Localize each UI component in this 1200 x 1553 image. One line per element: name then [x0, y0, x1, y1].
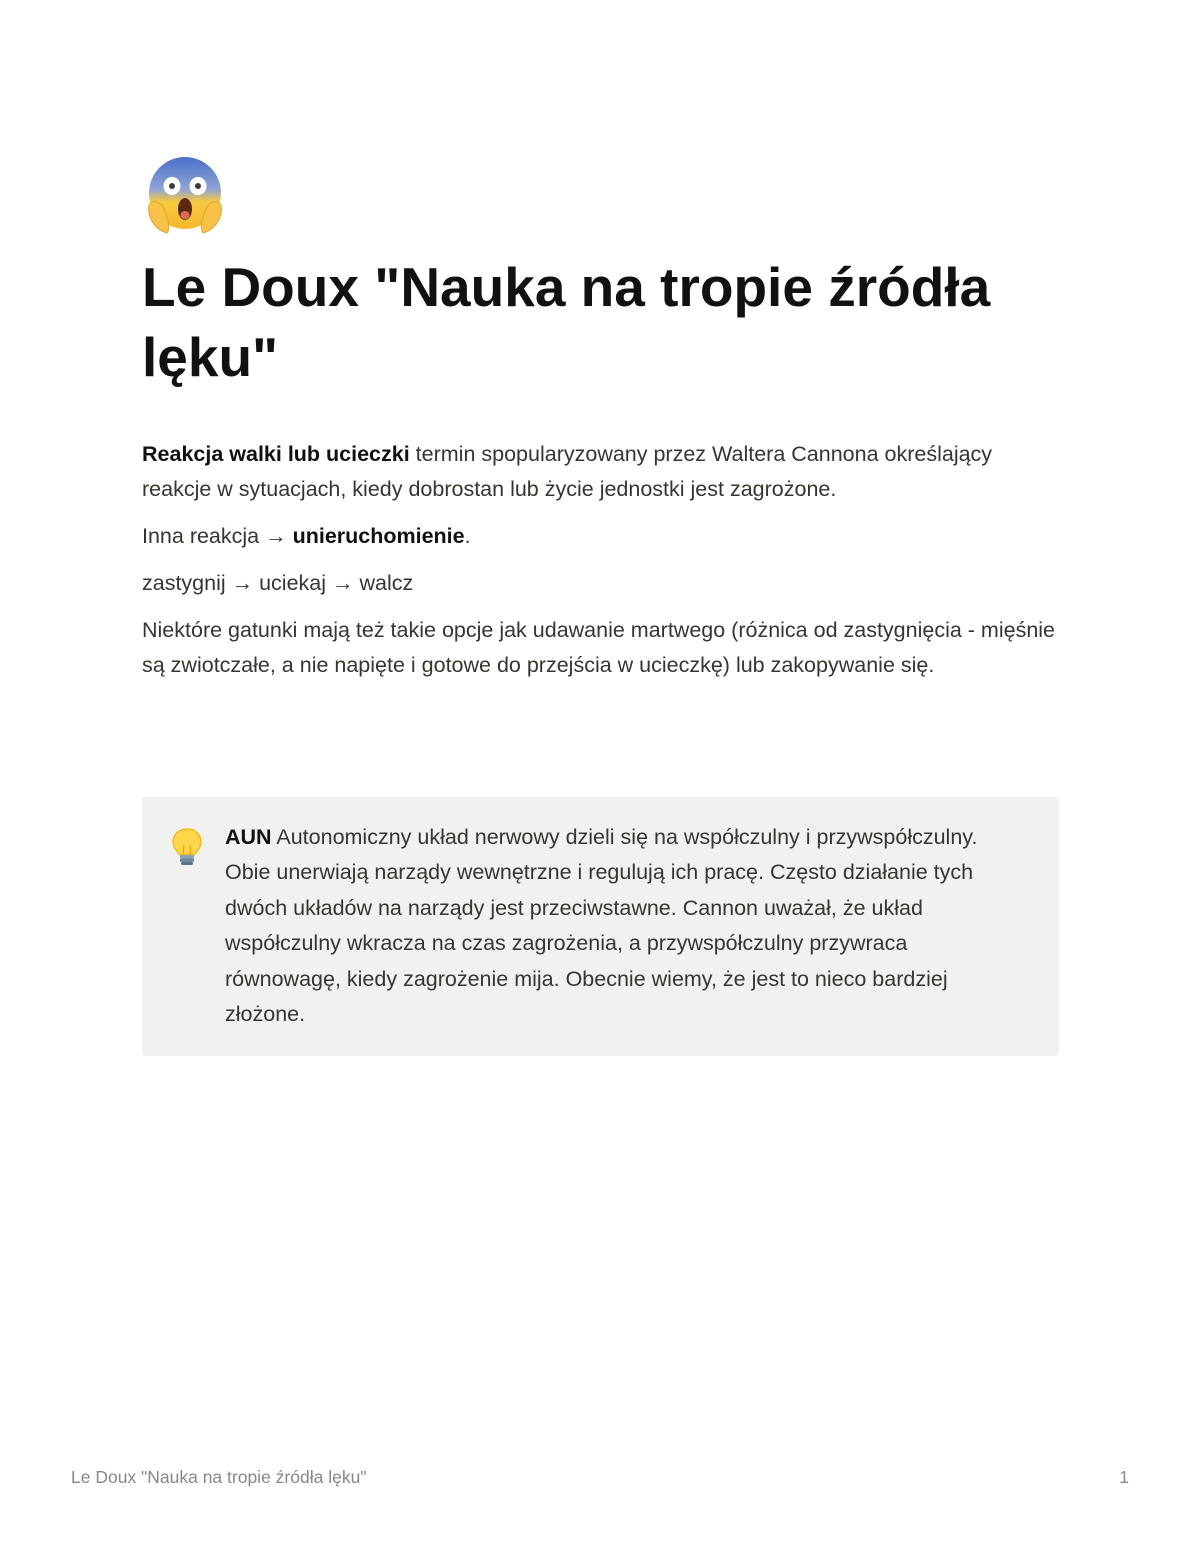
paragraph-text: Inna reakcja → — [142, 524, 293, 548]
callout-block — [142, 797, 1059, 1056]
paragraph-other-reaction — [142, 519, 1062, 554]
paragraph-text: . — [464, 524, 471, 548]
face-screaming-in-fear-icon — [143, 153, 227, 237]
paragraph-fight-or-flight — [142, 437, 1062, 507]
bold-term: Reakcja walki lub ucieczki — [142, 442, 410, 466]
paragraph-text: termin spopularyzowany przez Waltera Cannona określający reakcje w sytuacjach, kiedy dobrostan lub życie jednostki jest zagrożone. — [142, 442, 993, 501]
paragraph-sequence: zastygnij → uciekaj → walcz — [142, 571, 414, 595]
callout-text — [225, 820, 1025, 1032]
callout-bold-term: AUN — [225, 825, 272, 849]
light-bulb-icon — [170, 827, 204, 867]
paragraph-species-options: Niektóre gatunki mają też takie opcje jak udawanie martwego (różnica od zastygnięcia - mięśnie są zwiotczałe, a nie napięte i gotowe do przejścia w ucieczkę) lub zakopywanie się. — [142, 618, 1056, 677]
page-content — [142, 437, 1062, 695]
footer-page-number: 1 — [1119, 1467, 1129, 1487]
callout-body: Autonomiczny układ nerwowy dzieli się na współczulny i przywspółczulny. Obie unerwiają narządy wewnętrzne i regulują ich pracę. Często działanie tych dwóch układów na narządy jest przeciwstawne. Cannon uważał, że układ współczulny wkracza na czas zagrożenia, a przywspółczulny przywraca równowagę, kiedy zagrożenie mija. Obecnie wiemy, że jest to nieco bardziej złożone. — [225, 825, 978, 1027]
footer-document-title: Le Doux "Nauka na tropie źródła lęku" — [71, 1467, 367, 1487]
page-title: Le Doux "Nauka na tropie źródła lęku" — [142, 256, 991, 388]
bold-term: unieruchomienie — [292, 524, 465, 548]
